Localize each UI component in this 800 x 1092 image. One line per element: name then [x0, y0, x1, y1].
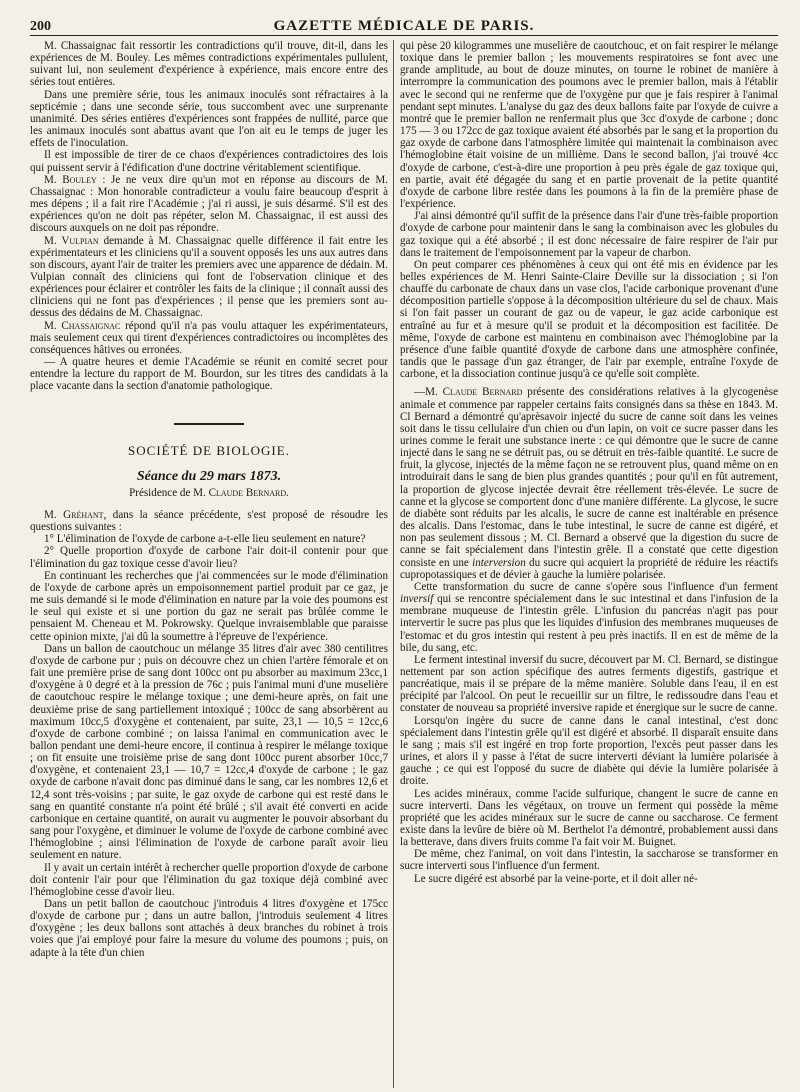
- paragraph: [30, 509, 388, 533]
- paragraph-text: : Je ne veux dire qu'un mot en réponse au discours de M. Chassaignac : Mon honorable contradicteur a voulu faire beaucoup d'esprit à mes dépens ; il a fait rire l'Académie ; j'ai ri aussi, je suis désarmé. S'il est des expériences qu'on ne doit pas répéter, selon M. Chassaignac, il est aussi des discours auxquels on ne doit pas répondre.: [30, 173, 388, 235]
- page-number: 200: [30, 19, 51, 34]
- page-header: [30, 13, 778, 36]
- presidence-prefix: Présidence de M.: [129, 486, 209, 499]
- speaker-name: —M. Claude Bernard: [414, 386, 523, 399]
- paragraph-text: qui se rencontre spécialement dans le suc intestinal et dans l'infusion de la membrane muqueuse de l'intestin grêle. L'infusion du pancréas n'agit pas pour intervertir le sucre pas plus que les liquides d'infusion des membranes muqueuses de l'estomac et du gros intestin qui restent à peu près inactifs. Il en est de même de la bile, du sang, etc.: [400, 593, 778, 654]
- presidence-suffix: .: [286, 486, 289, 499]
- paragraph-text: Cette transformation du sucre de canne s'opère sous l'influence d'un ferment: [414, 580, 778, 593]
- column-divider: [393, 40, 394, 1088]
- paragraph: M. Chassaignac fait ressortir les contradictions qu'il trouve, dit-il, dans les expériences de M. Bouley. Les mêmes contradictions expérimentales pullulent, suivant lui, non seulement d'expérience à expérience, mais encore entre des séries tout entières.: [30, 40, 388, 89]
- presidence-line: [30, 487, 388, 499]
- speaker-name: M. Gréhant: [44, 509, 104, 521]
- paragraph: De même, chez l'animal, on voit dans l'intestin, la saccharose se transformer en sucre interverti sous l'influence d'un ferment.: [400, 848, 778, 873]
- paragraph: Il est impossible de tirer de ce chaos d'expériences contradictoires des lois qui puissent servir à l'édification d'une doctrine véritablement scientifique.: [30, 149, 388, 174]
- paragraph-text: répond qu'il n'a pas voulu attaquer les expérimentateurs, mais seulement ceux qui tirent d'expériences contradictoires ou incomplètes des conséquences hâtives ou erronées.: [30, 319, 388, 356]
- paragraph: Dans un petit ballon de caoutchouc j'introduis 4 litres d'oxygène et 175cc d'oxyde de carbone pur ; dans un autre ballon, j'introduis seulement 4 litres d'oxygène ; les deux ballons sont attachés à deux branches du robinet à trois voies que j'ai employé pour faire la mesure du volume des poumons ; puis, on adapte à la tête d'un chien: [30, 898, 388, 959]
- paragraph: Lorsqu'on ingère du sucre de canne dans le canal intestinal, c'est donc spécialement dans l'intestin grêle qu'il est digéré et absorbé. Il disparaît ensuite dans le sang ; mais s'il est ingéré en trop forte proportion, l'excès peut passer dans les urines, et alors il y passe à l'état de sucre interverti déviant la lumière polarisée à gauche ; ce qui est l'opposé du sucre de diabète qui dévie la lumière polarisée à droite.: [400, 714, 778, 788]
- paragraph: Le sucre digéré est absorbé par la veine-porte, et il doit aller né-: [414, 872, 698, 885]
- paragraph: Les acides minéraux, comme l'acide sulfurique, changent le sucre de canne en sucre interverti. Dans les végétaux, on trouve un ferment qui possède la même propriété que les acides minéraux sur le sucre de canne ou saccharose. Ce ferment existe dans la levûre de bière où M. Berthelot l'a démontré, probablement aussi dans la betterave, dans divers fruits comme l'a fait voir M. Buignet.: [400, 787, 778, 849]
- question: 1° L'élimination de l'oxyde de carbone a-t-elle lieu seulement en nature?: [44, 533, 366, 546]
- question: 2° Quelle proportion d'oxyde de carbone l'air doit-il contenir pour que l'élimination du gaz toxique cesse d'avoir lieu?: [30, 545, 388, 570]
- paragraph: [400, 581, 778, 654]
- paragraph: J'ai ainsi démontré qu'il suffit de la présence dans l'air d'une très-faible proportion d'oxyde de carbone pour maintenir dans le sang la combinaison avec les globules du gaz toxique qui a été absorbé ; il est donc nécessaire de faire respirer de l'air pur dans le traitement de l'empoisonnement par la vapeur de charbon.: [400, 210, 778, 259]
- paragraph: On peut comparer ces phénomènes à ceux qui ont été mis en évidence par les belles expériences de M. Henri Sainte-Claire Deville sur la dissociation ; si l'on chauffe du carbonate de chaux dans un vase clos, l'acide carbonique provenant d'une décomposition partielle s'oppose à la décomposition ultérieure du sel de chaux. Mais si l'on fait passer un courant de gaz ou de vapeur, le gaz acide carbonique est entraîné au fur et à mesure qu'il se produit et la décomposition est facilitée. De même, l'oxyde de carbone est maintenu en combinaison avec l'hémoglobine par la présence d'une faible quantité d'oxyde de carbone dans une atmosphère confinée, tandis que le passage d'un gaz étranger, de l'air par exemple, entraîne l'oxyde de carbone, et la dissociation continue jusqu'à ce qu'elle soit complète.: [400, 258, 778, 381]
- paragraph-text: présente des considérations relatives à la glycogenèse animale et commence par rappeler certains faits consignés dans sa thèse en 1843. M. Cl Bernard a démontré qu'aprèsavoir injecté du sucre de canne soit dans les veines soit dans le tissu cellulaire d'un chien ou d'un lapin, on voit ce sucre passer dans les urines comme le ferait une substance inerte : ce qui démontre que le sucre de canne injecté dans le sang ne se détruit pas, ou se détruit en très-faible quantité. Le sucre de fruit, la glycose, injectés de la même façon ne se retrouvent plus, quand même on en introduirait dans le sang de bien plus grandes quantités ; pour qu'il en fût autrement, la proportion de glycose injectée devrait être réellement très-élevée. Le sucre de canne et la glycose se comportent donc d'une manière différente. La glycose, le sucre de diabète sont réduits par les alcalis, le sucre de canne est inaltérable en présence des alcalis. Dans l'estomac, dans le tube intestinal, le sucre de canne est digéré, et non pas seulement dissous ; M. Cl. Bernard a observé que la digestion du sucre de canne se fait spécialement dans l'intestin grêle. Il a constaté que cette digestion consiste en une: [400, 386, 778, 569]
- section-rule: [174, 423, 244, 425]
- paragraph: Le ferment intestinal inversif du sucre, découvert par M. Cl. Bernard, se distingue nettement par son action spécifique des autres ferments digestifs, gastrique et pancréatique, mais il se prépare de la même manière. Soluble dans l'eau, il en est précipité par l'alcool. On peut le recueillir sur un filtre, le redissoudre dans l'eau et constater de nouveau sa propriété inversive rapide et énergique sur le sucre de canne.: [400, 653, 778, 715]
- president-name: Claude Bernard: [208, 486, 287, 499]
- paragraph-text: , dans la séance précédente, s'est proposé de résoudre les questions suivantes :: [30, 509, 388, 534]
- italic-term: interversion: [472, 556, 526, 569]
- speaker-name: M. Bouley: [44, 173, 97, 186]
- paragraph: [30, 320, 388, 356]
- paragraph: qui pèse 20 kilogrammes une muselière de caoutchouc, et on fait respirer le mélange toxique dans le premier ballon ; les mouvements respiratoires se font avec une grande amplitude, au bout de douze minutes, on tourne le robinet de manière à interrompre la communication des poumons avec le premier ballon, mais à l'établir avec le second qui ne renferme que de l'oxygène pur que je fais respirer à l'animal pendant sept minutes. L'analyse du gaz des deux ballons faite par l'oxyde de cuivre a montré que le premier ballon ne renfermait plus que 3cc d'oxyde de carbone ; donc 175 — 3 ou 172cc de gaz toxique avaient été absorbés par le sang et la proportion du gaz oxyde de carbone dans l'atmosphère limitée qui maintenait la combinaison avec l'hémoglobine était voisine de un millième. Dans le second ballon, j'ai trouvé 4cc d'oxyde de carbone, c'est-à-dire une proportion à peu près égale de gaz toxique qui, en partie, avait été dégagée du sang et en partie provenait de la petite quantité d'oxyde de carbone libre restée dans les poumons à la fin de la première phase de l'expérience.: [400, 40, 778, 211]
- right-column: [400, 40, 778, 1090]
- paragraph: [30, 235, 388, 320]
- paragraph: Dans une première série, tous les animaux inoculés sont réfractaires à la septicémie ; dans une seconde série, tous succombent avec une surprenante unanimité. Des séries entières d'expériences sont frappées de nullité, parce que les animaux inoculés sont abattus avant que l'on ait eu le temps de juger les effets de l'inoculation.: [30, 88, 388, 150]
- journal-title: GAZETTE MÉDICALE DE PARIS.: [273, 18, 535, 34]
- paragraph: Il y avait un certain intérêt à rechercher quelle proportion d'oxyde de carbone doit contenir l'air pour que l'élimination du gaz toxique déjà combiné avec l'hémoglobine cesse d'avoir lieu.: [30, 861, 388, 898]
- italic-term: inversif: [400, 593, 434, 606]
- section-title: SOCIÉTÉ DE BIOLOGIE.: [128, 442, 290, 458]
- paragraph: [30, 174, 388, 235]
- seance-heading: Séance du 29 mars 1873.: [136, 468, 282, 484]
- paragraph: Dans un ballon de caoutchouc un mélange 35 litres d'air avec 380 centilitres d'oxyde de carbone pur ; puis on découvre chez un chien l'artère fémorale et on fait une première prise de sang dont 100cc ont pu absorber au maximum 23cc,1 d'oxygène à 0 degré et à la pression de 76c ; puis l'animal muni d'une muselière de caoutchouc respire le mélange toxique ; une demi-heure après, on fait une deuxième prise de sang partiellement intoxiqué ; 100cc de sang absorbèrent au maximum 10cc,5 d'oxygène et contenaient, par suite, 23,1 — 10,5 = 12cc,6 d'oxyde de carbone combiné ; on laissa l'animal en communication avec le ballon pendant une demi-heure encore, il continua à respirer le mélange toxique ; on fit ensuite une troisième prise de sang dont 100cc purent absorber 10cc,7 d'oxygène, et contenaient 23,1 — 10,7 = 12cc,4 d'oxyde de carbone ; le gaz oxyde de carbone n'avait donc pas diminué dans le sang, car les nombres 12,6 et 12,4 sont très-voisins ; par suite, le gaz oxyde de carbone qui est resté dans le sang en quantité constante n'a point été brûlé ; s'il avait été converti en acide carbonique en certaine quantité, on aurait vu augmenter le pouvoir absorbant du sang pour l'oxygène, et diminuer le volume de l'oxyde de carbone combiné avec l'hémoglobine ; ainsi l'élimination de l'oxyde de carbone paraît avoir lieu seulement en nature.: [30, 642, 388, 862]
- paragraph: — A quatre heures et demie l'Académie se réunit en comité secret pour entendre la lecture du rapport de M. Bourdon, sur les titres des candidats à la place vacante dans la section d'anatomie pathologique.: [30, 356, 388, 393]
- speaker-name: M. Chassaignac: [44, 319, 121, 332]
- left-column: [30, 40, 388, 1090]
- speaker-name: M. Vulpian: [44, 234, 99, 247]
- paragraph: En continuant les recherches que j'ai commencées sur le mode d'élimination de l'oxyde de carbone après un empoisonnement partiel produit par ce gaz, je me suis demandé si le mode d'élimination en nature par la voie des poumons est le seul qui existe et si une portion du gaz ne serait pas brûlée comme le pensaient M. Cheneau et M. Pokrowsky. Quelque invraisemblable que paraisse cette opinion mixte, j'ai dû la soumettre à l'épreuve de l'expérience.: [30, 569, 388, 643]
- paragraph: [400, 386, 778, 581]
- paragraph-text: du sucre qui acquiert la propriété de réduire les réactifs cupropotassiques et de dévier à gauche la lumière polarisée.: [400, 556, 778, 581]
- paragraph-text: demande à M. Chassaignac quelle différence il fait entre les expérimentateurs et les cliniciens qu'il a souvent opposés les uns aux autres dans son discours, ayant l'air de traiter les premiers avec une apparence de dédain. M. Vulpian connaît des cliniciens qui font de l'observation clinique et des expériences pour éclairer et contrôler les faits de la clinique ; il connaît aussi des cliniciens qui ne font pas d'expériences ; il pense que les premiers sont au-dessus des dédains de M. Chassaignac.: [30, 234, 388, 320]
